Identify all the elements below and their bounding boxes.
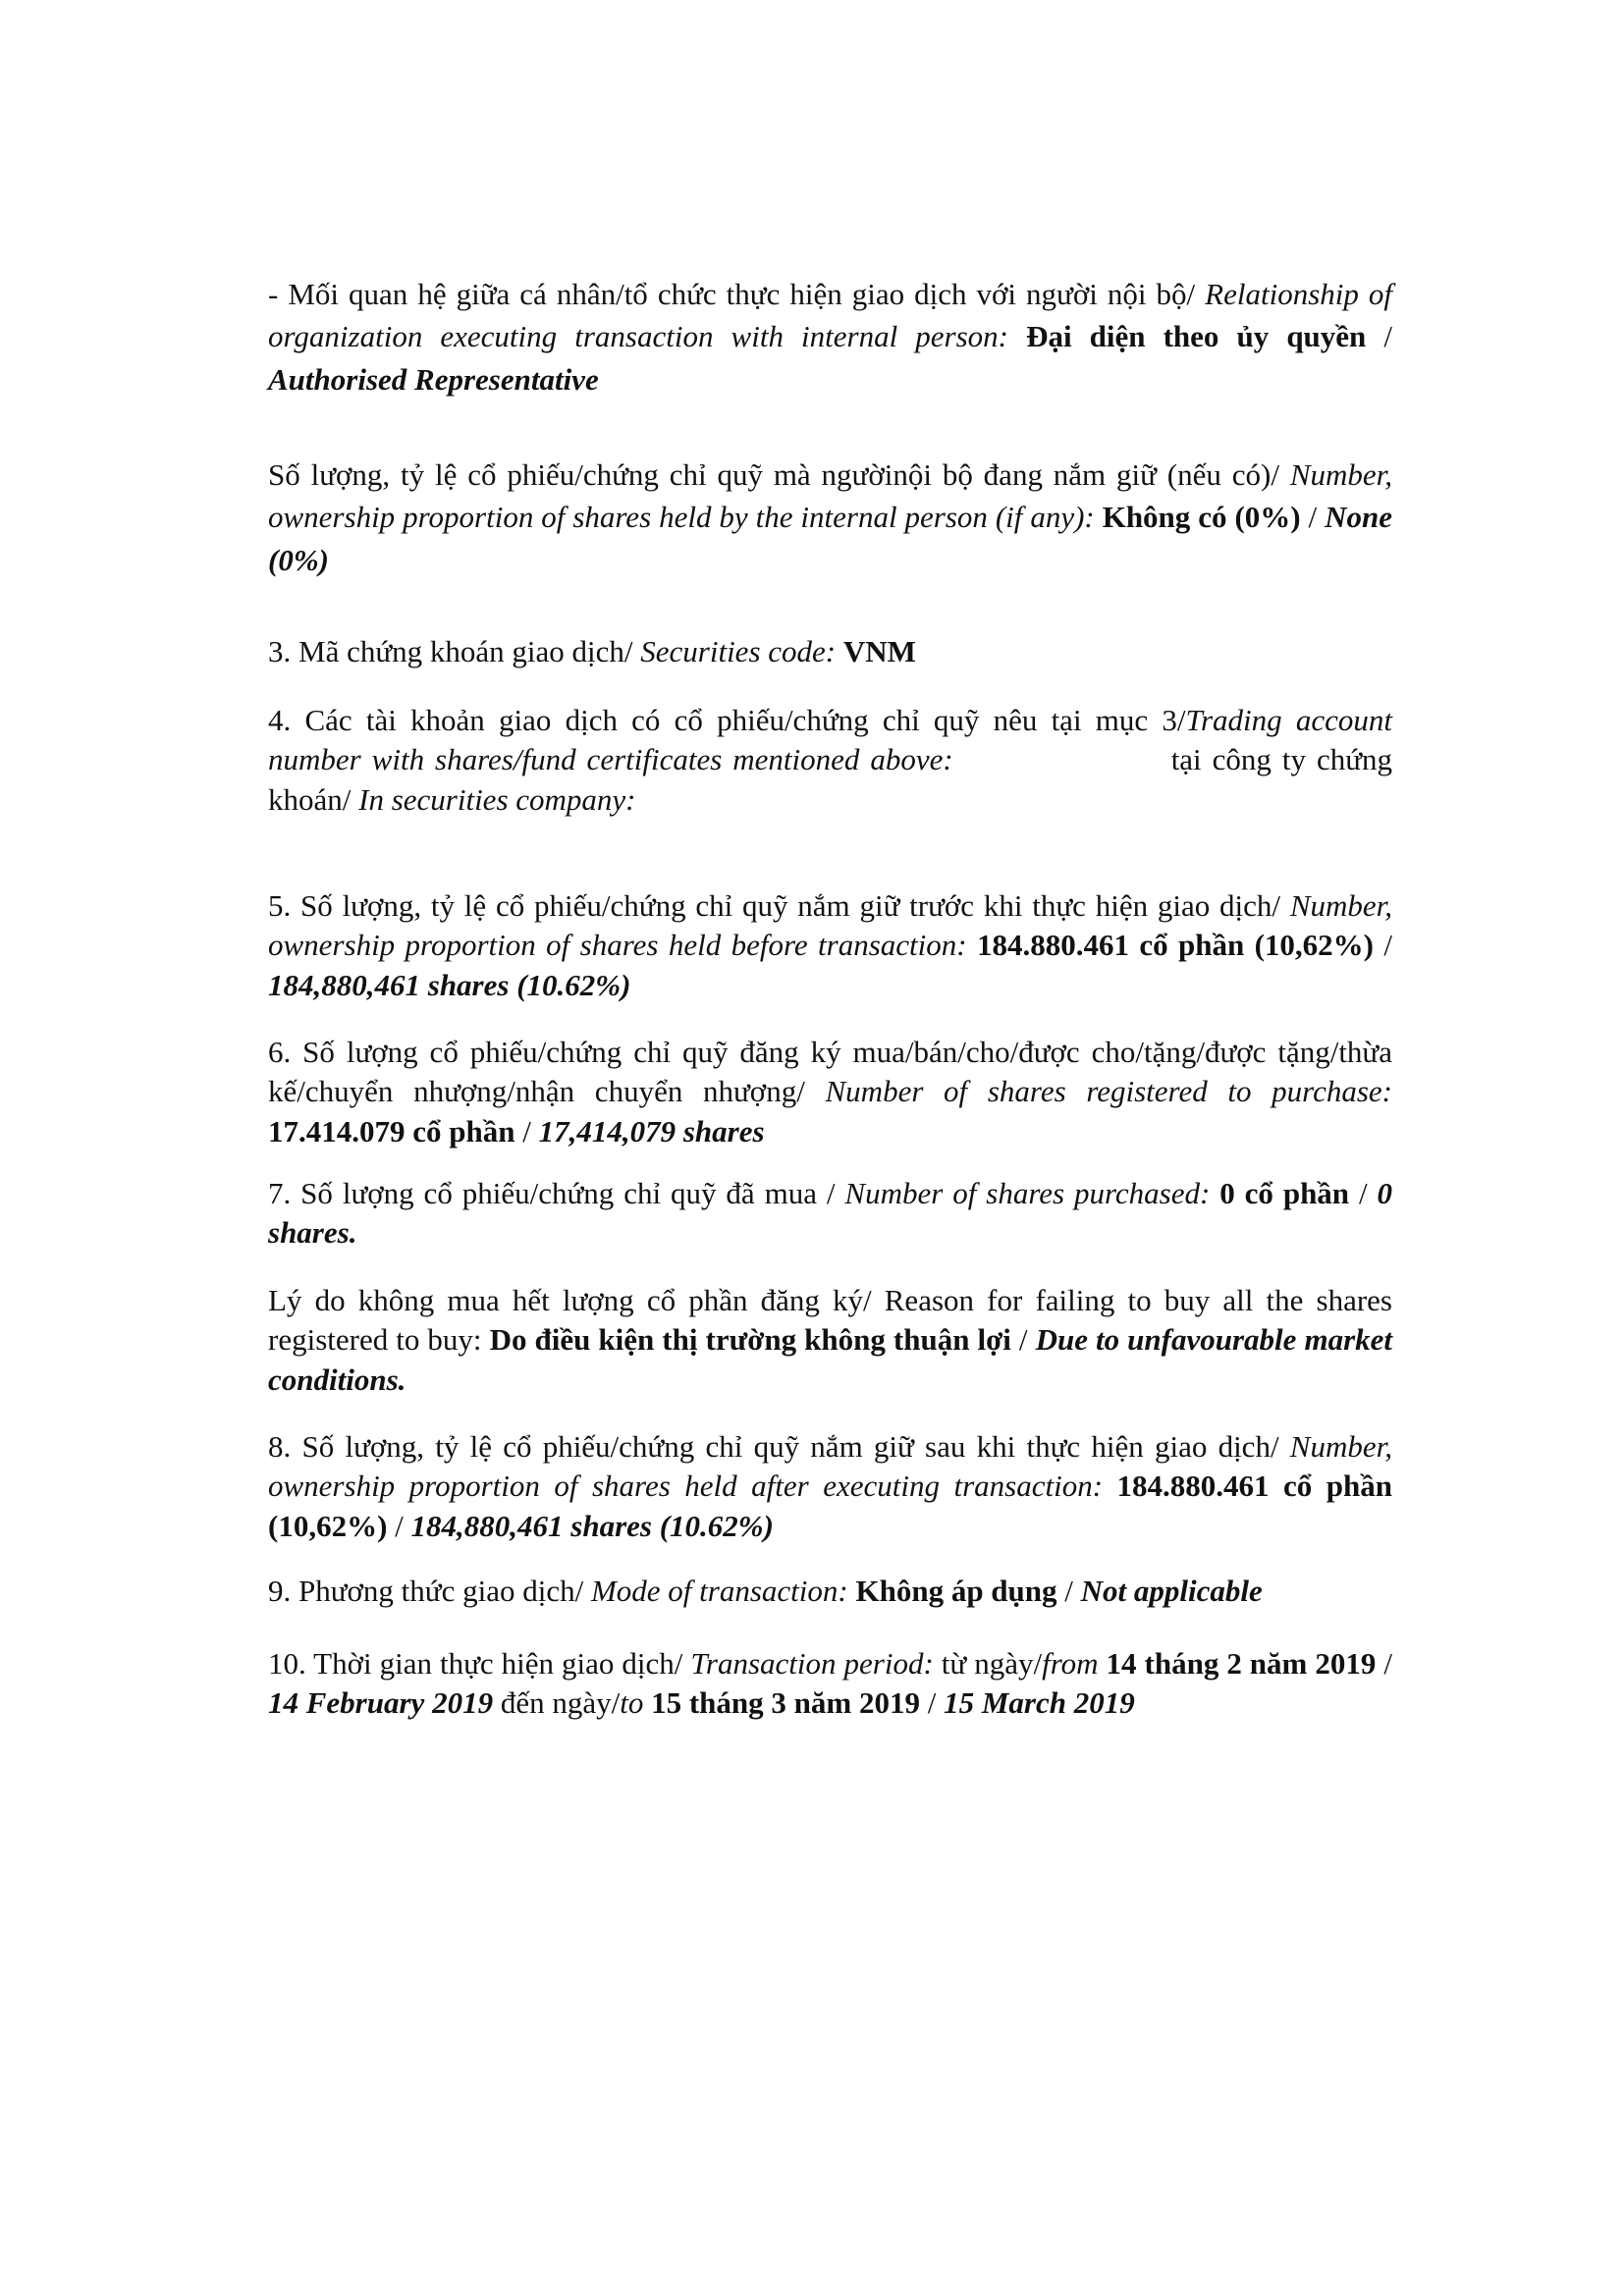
item-10-label-vi: 10. Thời gian thực hiện giao dịch/ [268, 1646, 683, 1681]
item-9-paragraph [268, 1570, 1392, 1612]
item-4-label-vi: 4. Các tài khoản giao dịch có cổ phiếu/chứng chỉ quỹ nêu tại mục 3/ [268, 703, 1186, 737]
internal-holding-label-en: Number, ownership proportion of shares held by the internal person (if any): [268, 457, 1393, 535]
item-10-label-en: Transaction period: [690, 1646, 934, 1681]
reason-label: Lý do không mua hết lượng cổ phần đăng ký/ Reason for failing to buy all the shares registered to buy: [268, 1283, 1392, 1358]
item-7-value-en: 0 shares. [268, 1176, 1393, 1251]
reason-paragraph [268, 1281, 1392, 1400]
item-7-paragraph [268, 1174, 1392, 1254]
relationship-separator: / [1366, 319, 1392, 354]
item-8-label-en: Number, ownership proportion of shares held after executing transaction: [268, 1429, 1392, 1504]
item-10-from-en: from [1042, 1646, 1099, 1681]
relationship-paragraph [268, 273, 1392, 400]
internal-holding-paragraph [268, 454, 1392, 581]
item-9-separator: / [1056, 1574, 1081, 1608]
internal-holding-value-en: None (0%) [268, 500, 1392, 577]
item-6-separator: / [514, 1113, 539, 1148]
item-10-start-date-en: 14 February 2019 [268, 1685, 494, 1721]
item-10-to-en: to [620, 1685, 644, 1721]
relationship-value-en: Authorised Representative [268, 361, 599, 397]
item-10-from-vi: từ ngày/ [941, 1646, 1043, 1681]
item-7-separator: / [1349, 1176, 1378, 1210]
item-4-paragraph [268, 701, 1392, 820]
item-3-label-en: Securities code: [640, 634, 837, 668]
reason-separator: / [1010, 1322, 1036, 1358]
item-8-separator: / [387, 1508, 411, 1543]
item-10-separator-end: / [919, 1685, 945, 1721]
item-5-label-vi: 5. Số lượng, tỷ lệ cổ phiếu/chứng chỉ quỹ nắm giữ trước khi thực hiện giao dịch/ [268, 888, 1281, 923]
item-10-paragraph [268, 1644, 1392, 1724]
item-3-securities-code: VNM [842, 634, 916, 668]
item-6-value-en: 17,414,079 shares [538, 1113, 765, 1148]
item-6-paragraph [268, 1033, 1392, 1151]
item-5-separator: / [1373, 928, 1392, 963]
item-8-label-vi: 8. Số lượng, tỷ lệ cổ phiếu/chứng chỉ quỹ nắm giữ sau khi thực hiện giao dịch/ [268, 1429, 1279, 1464]
item-7-label-en: Number of shares purchased: [844, 1176, 1211, 1210]
item-8-value-vi: 184.880.461 cổ phần (10,62%) [268, 1468, 1392, 1543]
item-6-label-vi: 6. Số lượng cổ phiếu/chứng chỉ quỹ đăng ký mua/bán/cho/được cho/tặng/được tặng/thừa kế/chuyển nhượng/nhận chuyển nhượng/ [268, 1035, 1392, 1109]
item-10-end-date-vi: 15 tháng 3 năm 2019 [651, 1685, 920, 1721]
item-3-paragraph [268, 630, 1392, 672]
relationship-label-en: Relationship of organization executing transaction with internal person: [268, 277, 1392, 354]
item-10-start-date-vi: 14 tháng 2 năm 2019 [1106, 1646, 1377, 1681]
item-9-value-en: Not applicable [1080, 1574, 1263, 1608]
item-8-value-en: 184,880,461 shares (10.62%) [410, 1508, 774, 1543]
item-8-paragraph [268, 1427, 1392, 1546]
item-5-label-en: Number, ownership proportion of shares held before transaction: [268, 888, 1393, 963]
item-4-company-label-vi: tại công ty chứng khoán/ [268, 742, 1393, 817]
internal-holding-value-vi: Không có (0%) [1102, 500, 1301, 535]
internal-holding-label-vi: Số lượng, tỷ lệ cổ phiếu/chứng chỉ quỹ mà ngườinội bộ đang nắm giữ (nếu có)/ [268, 457, 1279, 492]
reason-value-vi: Do điều kiện thị trường không thuận lợi [489, 1322, 1011, 1358]
item-10-to-vi: đến ngày/ [500, 1685, 621, 1721]
item-5-paragraph [268, 886, 1392, 1005]
internal-holding-separator: / [1300, 500, 1326, 535]
item-6-label-en: Number of shares registered to purchase: [825, 1074, 1392, 1109]
item-6-value-vi: 17.414.079 cổ phần [268, 1113, 515, 1148]
item-4-company-label-en: In securities company: [358, 781, 636, 817]
relationship-value-vi: Đại diện theo ủy quyền [1026, 319, 1367, 354]
item-3-label-vi: 3. Mã chứng khoán giao dịch/ [268, 634, 633, 668]
item-4-label-en: Trading account number with shares/fund certificates mentioned above: [268, 703, 1392, 777]
item-10-end-date-en: 15 March 2019 [944, 1685, 1135, 1721]
item-9-value-vi: Không áp dụng [855, 1574, 1057, 1608]
relationship-label-vi: - Mối quan hệ giữa cá nhân/tổ chức thực hiện giao dịch với người nội bộ/ [268, 277, 1196, 311]
item-5-value-vi: 184.880.461 cổ phần (10,62%) [976, 928, 1374, 963]
item-7-value-vi: 0 cổ phần [1219, 1176, 1350, 1210]
item-7-label-vi: 7. Số lượng cổ phiếu/chứng chỉ quỹ đã mua / [268, 1176, 836, 1210]
reason-value-en: Due to unfavourable market conditions. [268, 1322, 1393, 1397]
item-5-value-en: 184,880,461 shares (10.62%) [268, 967, 631, 1002]
item-10-separator-start: / [1376, 1646, 1392, 1681]
item-9-label-vi: 9. Phương thức giao dịch/ [268, 1574, 584, 1608]
item-9-label-en: Mode of transaction: [590, 1574, 848, 1608]
